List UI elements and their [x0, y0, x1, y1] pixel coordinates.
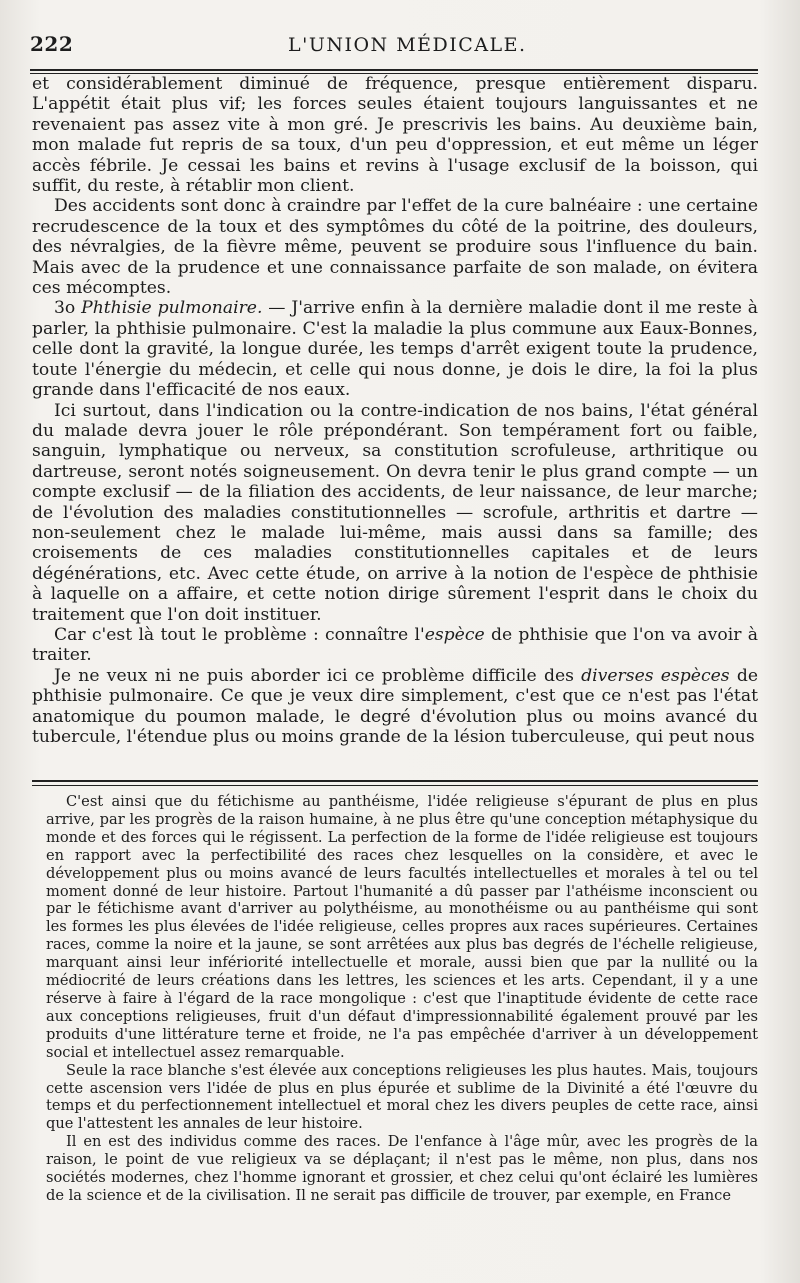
- emphasis-espece: espèce: [424, 624, 485, 645]
- paragraph-probleme: [32, 625, 758, 666]
- main-text: [32, 74, 758, 747]
- page-header: [30, 30, 770, 60]
- text-run: de phthisie que l'on va avoir à traiter.: [32, 624, 758, 666]
- paragraph-continuation: et considérablement diminué de fréquence, presque entièrement disparu. L'appétit était plus vif; les forces seules étaient toujours languissantes et ne revenaient pas assez vite à mon gré. Je prescrivis les bains. Au deuxième bain, mon malade fut repris de sa toux, d'un peu d'oppression, et eut même un léger accès fébrile. Je cessai les bains et revins à l'usage exclusif de la boisson, qui suffit, du reste, à rétablir mon client.: [32, 74, 758, 197]
- footnote-paragraph: C'est ainsi que du fétichisme au panthéisme, l'idée religieuse s'épurant de plus en plus arrive, par les progrès de la raison humaine, à ne plus être qu'une conception métaphysique du monde et des forces qui le régissent. La perfection de la forme de l'idée religieuse est toujours en rapport avec la perfectibilité des races chez lesquelles on la considère, et avec le développement plus ou moins avancé de leurs facultés intellectuelles et morales à tel ou tel moment donné de leur histoire. Partout l'humanité a dû passer par l'athéisme inconscient ou par le fétichisme avant d'arriver au polythéisme, au monothéisme ou au panthéisme qui sont les formes les plus élevées de l'idée religieuse, celles propres aux races supérieures. Certaines races, comme la noire et la jaune, se sont arrêtées aux plus bas degrés de l'échelle religieuse, marquant ainsi leur infériorité intellectuelle et morale, aussi bien que par la nullité ou la médiocrité de leurs créations dans les lettres, les sciences et les arts. Cependant, il y a une réserve à faire à l'égard de la race mongolique : c'est que l'inaptitude évidente de cette race aux conceptions religieuses, fruit d'un défaut d'impressionnabilité également prouvé par les produits d'une littérature terne et froide, ne l'a pas empêchée d'arriver à un développement social et intellectuel assez remarquable.: [46, 793, 758, 1061]
- running-head: L'UNION MÉDICALE.: [288, 34, 527, 56]
- text-run: de phthisie pulmonaire. Ce que je veux dire simplement, c'est que ce n'est pas l'état anatomique du poumon malade, le degré d'évolution plus ou moins avancé du tubercule, l'étendue plus ou moins grande de la lésion tuberculeuse, qui peut nous: [32, 665, 758, 747]
- footnote-paragraph: Il en est des individus comme des races. De l'enfance à l'âge mûr, avec les progrès de la raison, le point de vue religieux va se déplaçant; il n'est pas le même, non plus, dans nos sociétés modernes, chez l'homme ignorant et grossier, et chez celui qu'ont éclairé les lumières de la science et de la civilisation. Il ne serait pas difficile de trouver, par exemple, en France: [46, 1133, 758, 1204]
- section-title: Phthisie pulmonaire.: [81, 298, 263, 319]
- section-number: 3o: [54, 298, 82, 319]
- text-run: Car c'est là tout le problème : connaître l': [54, 624, 425, 645]
- paragraph-accidents: Des accidents sont donc à craindre par l'effet de la cure balnéaire : une certaine recrudescence de la toux et des symptômes du côté de la poitrine, des douleurs, des névralgies, de la fièvre même, peuvent se produire sous l'influence du bain. Mais avec de la prudence et une connaissance parfaite de son malade, on évitera ces mécomptes.: [32, 196, 758, 299]
- text-run: Je ne veux ni ne puis aborder ici ce problème difficile des: [54, 665, 582, 686]
- footnotes: [46, 793, 758, 1205]
- paragraph-etat-general: Ici surtout, dans l'indication ou la contre-indication de nos bains, l'état général du malade devra jouer le rôle prépondérant. Son tempérament fort ou faible, sanguin, lymphatique ou nerveux, sa constitution scrofuleuse, arthritique ou dartreuse, seront notés soigneusement. On devra tenir le plus grand compte — un compte exclusif — de la filiation des accidents, de leur naissance, de leur marche; de l'évolution des maladies constitutionnelles — scrofule, arthritis et dartre — non-seulement chez le malade lui-même, mais aussi dans sa famille; des croisements de ces maladies constitutionnelles capitales et de leurs dégénérations, etc. Avec cette étude, on arrive à la notion de l'espèce de phthisie à laquelle on a affaire, et cette notion dirige sûrement l'esprit dans le choix du traitement que l'on doit instituer.: [32, 400, 758, 625]
- footnote-paragraph: Seule la race blanche s'est élevée aux conceptions religieuses les plus hautes. Mais, toujours cette ascension vers l'idée de plus en plus épurée et sublime de la Divinité a été l'œuvre du temps et du perfectionnement intellectuel et moral chez les divers peuples de cette race, ainsi que l'attestent les annales de leur histoire.: [46, 1061, 758, 1133]
- footnote-rule: [32, 780, 758, 786]
- emphasis-diverses-especes: diverses espèces: [581, 665, 730, 686]
- paragraph-phthisie: [32, 298, 758, 400]
- page-number: 222: [30, 32, 74, 56]
- paragraph-diverses-especes: [32, 666, 758, 748]
- section-text: — J'arrive enfin à la dernière maladie dont il me reste à parler, la phthisie pulmonaire. C'est la maladie la plus commune aux Eaux-Bonnes, celle dont la gravité, la longue durée, les temps d'arrêt exigent toute la prudence, toute l'énergie du médecin, et celle qui nous donne, je dois le dire, la foi la plus grande dans l'efficacité de nos eaux.: [32, 298, 758, 401]
